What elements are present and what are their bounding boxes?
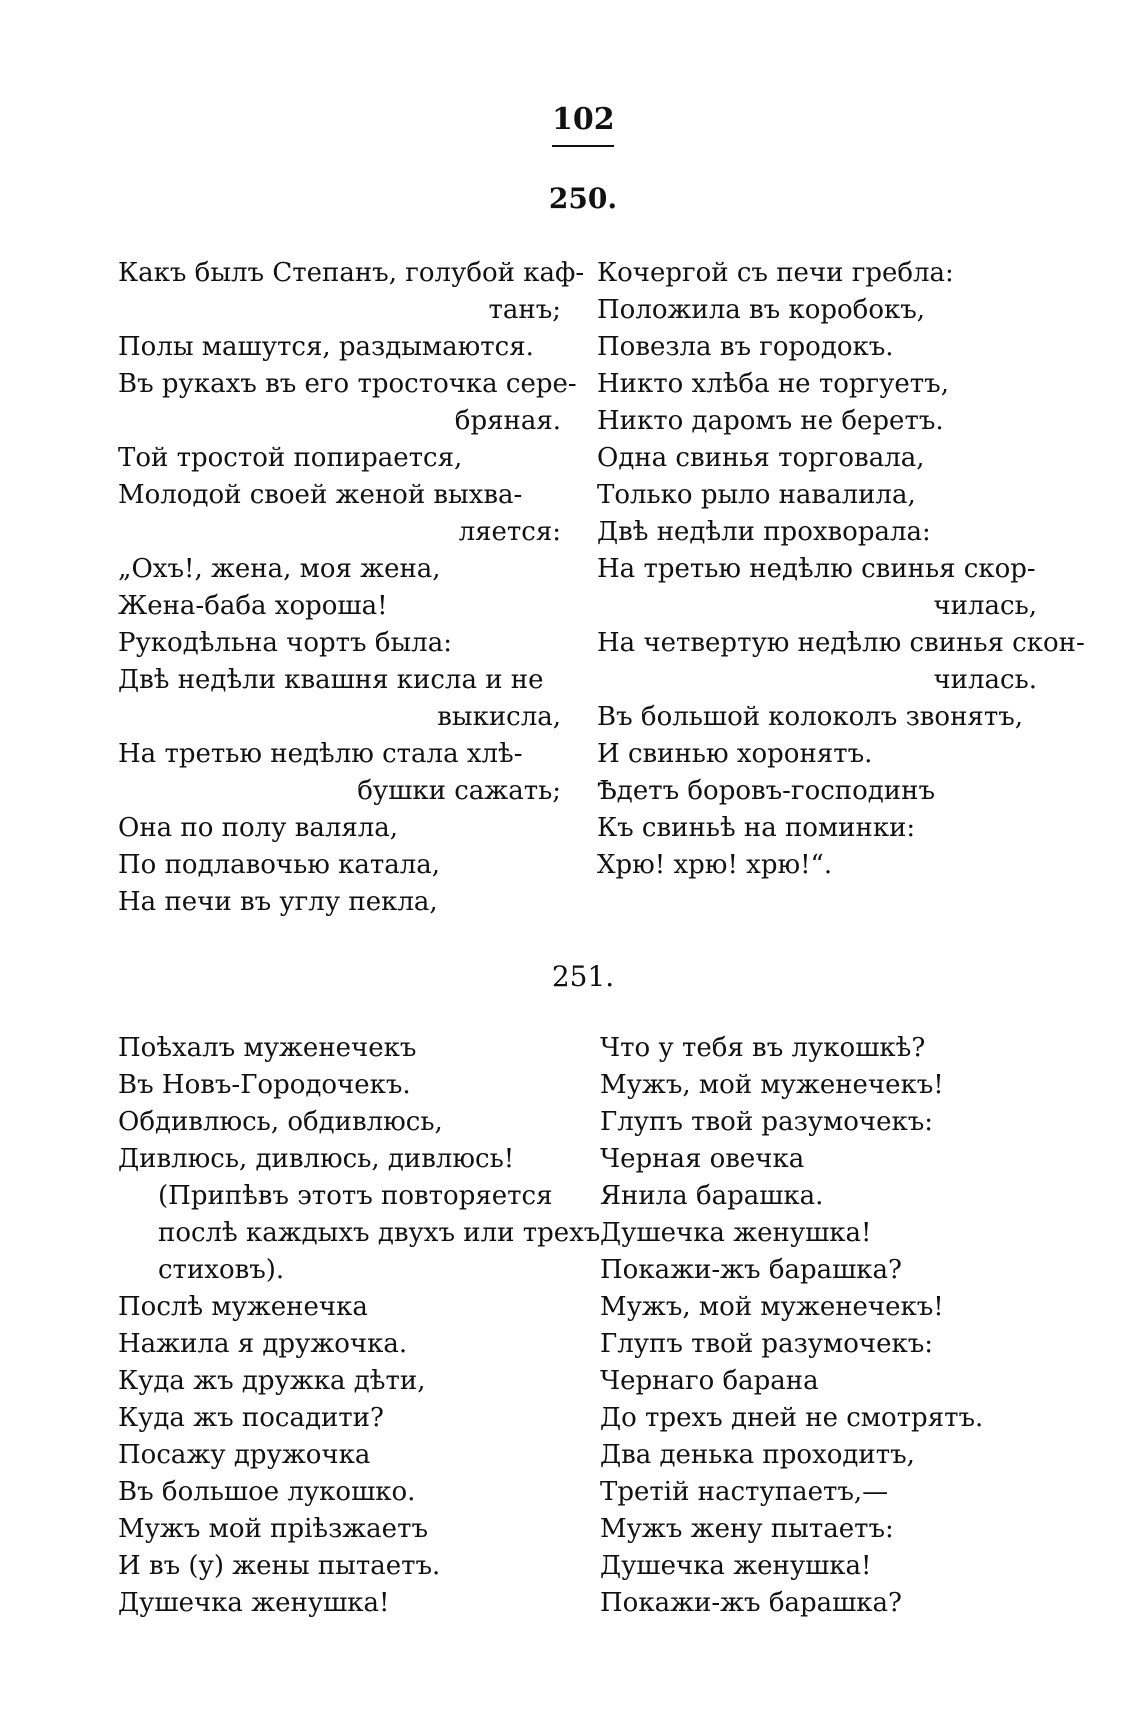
verse-line: Куда жъ дружка дѣти, [118,1366,426,1396]
verse-line: Мужъ мой прiѣзжаетъ [118,1514,428,1544]
verse-line: Янила барашка. [600,1181,824,1211]
verse-line: Посажу дружочка [118,1440,371,1470]
verse-line: Поѣхалъ муженечекъ [118,1033,417,1063]
verse-line-continuation: чилась. [933,665,1037,695]
verse-line: Третiй наступаетъ,— [600,1477,889,1507]
poem-251-right-column [600,1030,1040,1622]
verse-line: Она по полу валяла, [118,813,399,843]
verse-line: По подлавочью катала, [118,850,441,880]
verse-line-continuation: танъ; [488,295,561,325]
verse-line: Глупъ твой разумочекъ: [600,1107,934,1137]
verse-line: Положила въ коробокъ, [597,295,926,325]
verse-line: На печи въ углу пекла, [118,887,438,917]
verse-line-continuation: бряная. [454,406,561,436]
refrain-note-line: послѣ каждыхъ двухъ или трехъ [158,1218,601,1248]
verse-line: Въ рукахъ въ его тросточка сере- [118,369,577,399]
verse-line: На третью недѣлю свинья скор- [597,554,1036,584]
poem-number-250: 250. [548,182,618,215]
verse-line: Что у тебя въ лукошкѣ? [600,1033,926,1063]
poem-number-251: 251. [551,960,615,993]
verse-line: И въ (у) жены пытаетъ. [118,1551,441,1581]
verse-line: На четвертую недѣлю свинья скон- [597,628,1085,658]
verse-line: На третью недѣлю стала хлѣ- [118,739,523,769]
verse-line: Душечка женушка! [600,1551,872,1581]
verse-line: Глупъ твой разумочекъ: [600,1329,934,1359]
verse-line: Хрю! хрю! хрю!“. [597,850,833,880]
verse-line: Повезла въ городокъ. [597,332,894,362]
poem-250-right-column [597,255,1085,884]
verse-line-continuation: чилась, [933,591,1037,621]
verse-line: Душечка женушка! [118,1588,390,1618]
verse-line: Покажи-жъ барашка? [600,1588,902,1618]
verse-line: Чернаго барана [600,1366,819,1396]
verse-line: Никто хлѣба не торгуетъ, [597,369,949,399]
verse-line: Кочергой съ печи гребла: [597,258,954,288]
verse-line: Мужъ жену пытаетъ: [600,1514,894,1544]
verse-line-continuation: бушки сажать; [357,776,561,806]
verse-line: Какъ былъ Степанъ, голубой каф- [118,258,585,288]
refrain-note-line: (Припѣвъ этотъ повторяется [158,1181,553,1211]
verse-line: „Охъ!, жена, моя жена, [118,554,441,584]
verse-line: Одна свинья торговала, [597,443,925,473]
verse-line: Черная овечка [600,1144,805,1174]
verse-line: Ѣдетъ боровъ-господинъ [597,776,935,806]
verse-line: Никто даромъ не беретъ. [597,406,944,436]
verse-line: Рукодѣльна чортъ была: [118,628,452,658]
verse-line: Молодой своей женой выхва- [118,480,523,510]
verse-line: И свинью хоронятъ. [597,739,873,769]
verse-line-continuation: выкисла, [437,702,561,732]
verse-line: Дивлюсь, дивлюсь, дивлюсь! [118,1144,515,1174]
verse-line: Послѣ муженечка [118,1292,368,1322]
poem-250-left-column [118,255,585,921]
poem-251-left-column [118,1030,601,1622]
verse-line: Душечка женушка! [600,1218,872,1248]
verse-line: Мужъ, мой муженечекъ! [600,1070,944,1100]
verse-line: Той тростой попирается, [118,443,463,473]
verse-line: Двѣ недѣли прохворала: [597,517,931,547]
verse-line: Нажила я дружочка. [118,1329,408,1359]
verse-line-continuation: ляется: [458,517,561,547]
verse-line: Въ большое лукошко. [118,1477,416,1507]
verse-line: Обдивлюсь, обдивлюсь, [118,1107,443,1137]
verse-line: Только рыло навалила, [597,480,916,510]
page-number-underline [552,145,614,147]
verse-line: Жена-баба хороша! [118,591,388,621]
page-number: 102 [552,102,615,137]
verse-line: До трехъ дней не смотрятъ. [600,1403,984,1433]
verse-line: Полы машутся, раздымаются. [118,332,534,362]
verse-line: Куда жъ посадити? [118,1403,384,1433]
verse-line: Къ свиньѣ на поминки: [597,813,916,843]
verse-line: Покажи-жъ барашка? [600,1255,902,1285]
verse-line: Двѣ недѣли квашня кисла и не [118,665,544,695]
refrain-note-line: стиховъ). [158,1255,285,1285]
verse-line: Два денька проходитъ, [600,1440,915,1470]
verse-line: Мужъ, мой муженечекъ! [600,1292,944,1322]
verse-line: Въ большой колоколъ звонятъ, [597,702,1024,732]
verse-line: Въ Новъ-Городочекъ. [118,1070,411,1100]
